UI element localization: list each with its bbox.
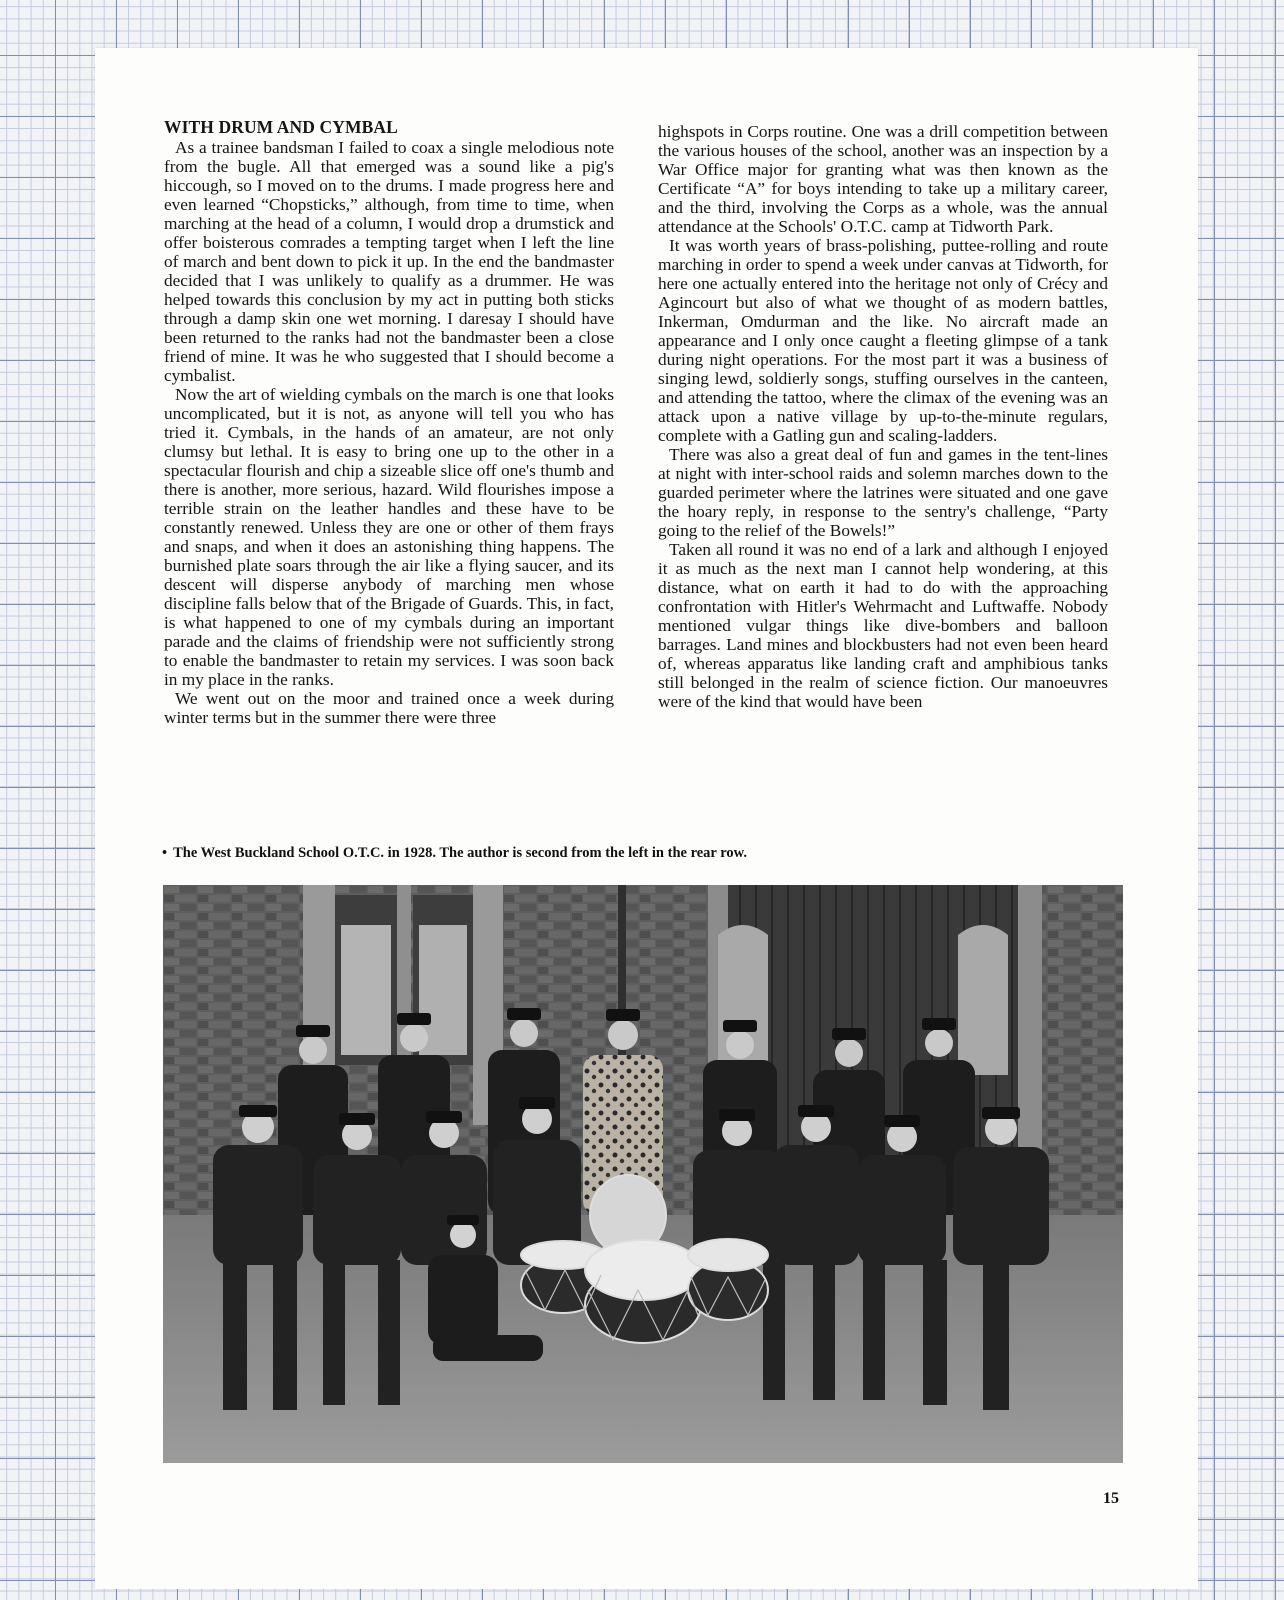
bullet-icon: • bbox=[162, 845, 168, 861]
caption-text: The West Buckland School O.T.C. in 1928. The author is second from the left in the rear row. bbox=[173, 845, 747, 861]
paragraph: There was also a great deal of fun and games in the tent-lines at night with inter-school raids and solemn marches down to the guarded perimeter where the latrines were situated and one gave the hoary reply, in response to the sentry's challenge, “Party going to the relief of the Bowels!” bbox=[658, 445, 1108, 540]
paragraph: Taken all round it was no end of a lark and although I enjoyed it as much as the next man I cannot help wondering, at this distance, what on earth it had to do with the approaching confrontation with Hitler's Wehrmacht and Luftwaffe. Nobody mentioned vulgar things like dive-bombers and balloon barrages. Land mines and blockbusters had not even been heard of, whereas apparatus like landing craft and amphibious tanks still belonged in the realm of science fiction. Our manoeuvres were of the kind that would have been bbox=[658, 540, 1108, 711]
group-photograph bbox=[163, 885, 1123, 1463]
left-column bbox=[164, 118, 614, 858]
paragraph: As a trainee bandsman I failed to coax a single melodious note from the bugle. All that emerged was a sound like a pig's hiccough, so I moved on to the drums. I made progress here and even learned “Chopsticks,” although, from time to time, when marching at the head of a column, I would drop a drumstick and offer boisterous comrades a tempting target when I left the line of march and bent down to pick it up. In the end the bandmaster decided that I was unlikely to qualify as a drummer. He was helped towards this conclusion by my act in putting both sticks through a damp skin one wet morning. I daresay I should have been returned to the ranks had not the bandmaster been a close friend of mine. It was he who suggested that I should become a cymbalist. bbox=[164, 138, 614, 385]
paragraph: We went out on the moor and trained once a week during winter terms but in the summer there were three bbox=[164, 689, 614, 727]
magazine-page bbox=[95, 48, 1198, 1589]
paragraph: It was worth years of brass-polishing, puttee-rolling and route marching in order to spend a week under canvas at Tidworth, for here one actually entered into the heritage not only of Crécy and Agincourt but also of what we thought of as modern battles, Inkerman, Omdurman and the like. No aircraft made an appearance and I only once caught a fleeting glimpse of a tank during night operations. For the most part it was a business of singing lewd, soldierly songs, stuffing ourselves in the canteen, and attending the tattoo, where the climax of the evening was an attack upon a native village by up-to-the-minute regulars, complete with a Gatling gun and scaling-ladders. bbox=[658, 236, 1108, 445]
article-heading: WITH DRUM AND CYMBAL bbox=[164, 118, 398, 137]
photo-caption bbox=[162, 845, 1172, 862]
paragraph: Now the art of wielding cymbals on the march is one that looks uncomplicated, but it is not, as anyone will tell you who has tried it. Cymbals, in the hands of an amateur, are not only clumsy but lethal. It is easy to bring one up to the other in a spectacular flourish and chip a sizeable slice off one's thumb and there is another, more serious, hazard. Wild flourishes impose a terrible strain on the leather handles and these have to be constantly renewed. Unless they are one or other of them frays and snaps, and when it does an astonishing thing happens. The burnished plate soars through the air like a flying saucer, and its descent will disperse anybody of marching men whose discipline falls below that of the Brigade of Guards. This, in fact, is what happened to one of my cymbals during an important parade and the claims of friendship were not sufficiently strong to enable the bandmaster to retain my services. I was soon back in my place in the ranks. bbox=[164, 385, 614, 689]
paragraph: highspots in Corps routine. One was a drill competition between the various houses of the school, another was an inspection by a War Office major for granting what was then known as the Certificate “A” for boys intending to take up a military career, and the third, involving the Corps as a whole, was the annual attendance at the Schools' O.T.C. camp at Tidworth Park. bbox=[658, 122, 1108, 236]
page-number: 15 bbox=[1103, 1490, 1119, 1507]
right-column bbox=[658, 122, 1108, 862]
